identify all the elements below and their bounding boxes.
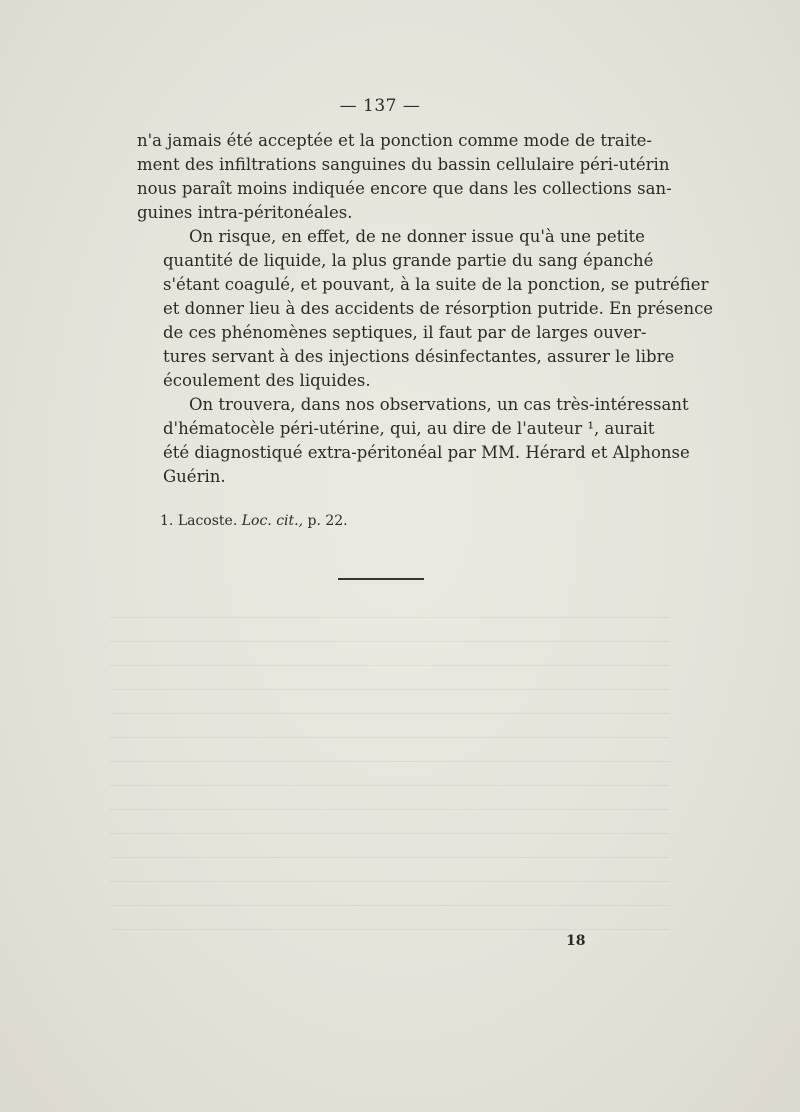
footnote-author: Lacoste. — [177, 513, 238, 529]
text-line: ment des infiltrations sanguines du bassin cellulaire péri-utérin — [137, 155, 670, 174]
text-line: Guérin. — [163, 467, 226, 486]
footnote-page: p. 22. — [307, 513, 348, 529]
paragraph-3 — [137, 393, 690, 489]
text-line: quantité de liquide, la plus grande partie du sang épanché — [163, 251, 654, 270]
footnote-ref: Loc. cit., — [241, 513, 304, 529]
paragraph-2 — [137, 225, 714, 393]
text-line: nous paraît moins indiquée encore que dans les collections san- — [137, 179, 672, 198]
body-text — [137, 129, 714, 489]
end-rule — [338, 578, 424, 580]
text-line: été diagnostiqué extra-péritonéal par MM. Hérard et Alphonse — [163, 443, 690, 462]
text-line: écoulement des liquides. — [163, 371, 371, 390]
footnote — [160, 513, 348, 529]
page-number: — 137 — — [339, 96, 421, 116]
text-line: tures servant à des injections désinfectantes, assurer le libre — [163, 347, 675, 366]
text-line: et donner lieu à des accidents de résorption putride. En présence — [163, 299, 714, 318]
text-line: On risque, en effet, de ne donner issue qu'à une petite — [189, 227, 645, 246]
text-line: d'hématocèle péri-utérine, qui, au dire de l'auteur ¹, aurait — [163, 419, 655, 438]
bleed-through-shadow — [110, 600, 670, 930]
footnote-number: 1. — [160, 513, 174, 529]
text-line: de ces phénomènes septiques, il faut par de larges ouver- — [163, 323, 647, 342]
text-line: s'étant coagulé, et pouvant, à la suite de la ponction, se putréfier — [163, 275, 709, 294]
text-line: guines intra-péritonéales. — [137, 203, 353, 222]
text-line: n'a jamais été acceptée et la ponction comme mode de traite- — [137, 131, 653, 150]
text-line: On trouvera, dans nos observations, un cas très-intéressant — [189, 395, 689, 414]
paragraph-1 — [137, 129, 672, 225]
signature-mark: 18 — [566, 933, 586, 949]
